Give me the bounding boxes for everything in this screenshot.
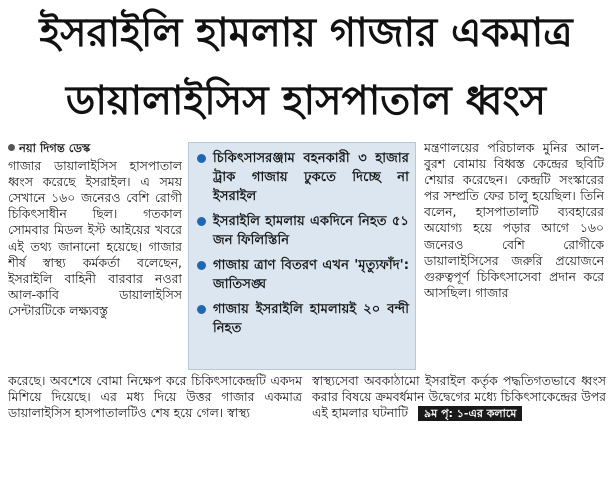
article-text-left: গাজার ডায়ালাইসিস হাসপাতাল ধ্বংস করেছে ইসরাইল। এ সময় সেখানে ১৬০ জনেরও বেশি রোগী চিকিৎসাধীন ছিল। গতকাল সোমবার মিডল ইস্ট আইয়ের খবরে এই তথ্য জানানো হয়েছে। গাজার শীর্ষ স্বাস্থ্য কর্মকর্তা বলেছেন, ইসরাইলি বাহিনী বারবার নওরা আল-কাবি ডায়ালাইসিস সেন্টারটিকে লক্ষ্যবস্তু: [8, 158, 182, 318]
headline-line-1: ইসরাইলি হামলায় গাজার একমাত্র: [39, 10, 573, 56]
highlight-text: গাজায় ইসরাইলি হামলায়ই ২০ বন্দী নিহত: [213, 302, 409, 336]
byline: [8, 140, 182, 156]
blue-bullet-icon: [197, 305, 206, 314]
article-text-bottom-left: করেছে। অবশেষে বোমা নিক্ষেপ করে চিকিৎসাকেন্দ্রটি একদম মিশিয়ে দিয়েছে। এর মধ্য দিয়ে উত্তর গাজার একমাত্র ডায়ালাইসিস হাসপাতালটিও শেষ হয়ে গেল। স্বাস্থ্য: [8, 373, 302, 421]
highlight-item: [197, 212, 409, 250]
highlight-text: চিকিৎসাসরঞ্জাম বহনকারী ৩ হাজার ট্রাক গাজায় ঢুকতে দিচ্ছে না ইসরাইল: [213, 151, 409, 204]
highlights-box: [188, 142, 416, 370]
highlight-item: [197, 149, 409, 206]
highlight-text: ইসরাইলি হামলায় একদিনে নিহত ৫১ জন ফিলিস্তিনি: [213, 214, 409, 248]
blue-bullet-icon: [197, 217, 206, 226]
column-right: [424, 140, 604, 372]
article-bottom: [8, 373, 606, 497]
blue-bullet-icon: [197, 261, 206, 270]
highlight-text: গাজায় ত্রাণ বিতরণ এখন 'মৃত্যুফাঁদ': জাতিসঙ্ঘ: [213, 258, 409, 292]
blue-bullet-icon: [197, 154, 206, 163]
article-text-bottom-right-text: স্বাস্থ্যসেবা অবকাঠামো ইসরাইল কর্তৃক পদ্ধতিগতভাবে ধ্বংস করার বিষয়ে ক্রমবর্ধমান উদ্বেগের মধ্যে চিকিৎসাকেন্দ্রের উপর এই হামলার ঘটনাটি: [312, 373, 606, 421]
highlight-item: [197, 300, 409, 338]
article-text-right: মন্ত্রণালয়ের পরিচালক মুনির আল-বুরশ বোমায় বিধ্বস্ত কেন্দ্রের ছবিটি শেয়ার করেছেন। কেন্দ্রটি সংস্কারের পর সম্প্রতি ফের চালু হয়েছিল। তিনি বলেন, হাসপাতালটি ব্যবহারের অযোগ্য হয়ে পড়ার আগে ১৬০ জনেরও বেশি রোগীকে ডায়ালাইসিসের জরুরি প্রয়োজনে গুরুত্বপূর্ণ চিকিৎসাসেবা প্রদান করে আসছিল। গাজার: [424, 140, 604, 300]
bullet-icon: [8, 144, 15, 151]
byline-text: নয়া দিগন্ত ডেস্ক: [19, 141, 91, 155]
article-text-bottom-right: [312, 373, 606, 422]
continuation-label: ৯ম পৃ: ১-এর কলামে: [418, 406, 522, 421]
column-left: [8, 140, 182, 372]
highlight-item: [197, 256, 409, 294]
headline-line-2: ডায়ালাইসিস হাসপাতাল ধ্বংস: [65, 78, 547, 124]
